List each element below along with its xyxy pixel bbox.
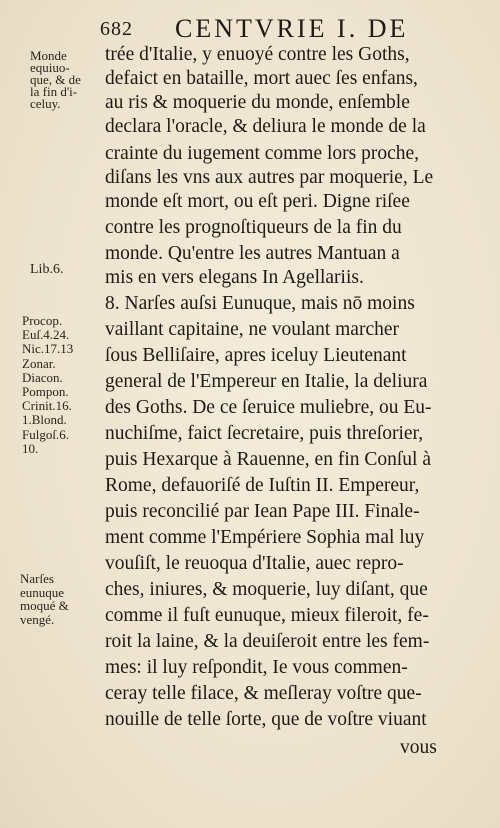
page-number: 682 — [100, 18, 133, 40]
text-line: Rome, defauoriſé de Iuſtin II. Empereur, — [105, 475, 420, 496]
text-line: au ris & moquerie du monde, enſemble — [105, 92, 410, 113]
text-line: nuchiſme, faict ſecretaire, puis threſorier, — [105, 423, 424, 444]
text-line: puis Hexarque à Rauenne, en fin Conſul à — [105, 449, 431, 470]
text-line: mis en vers elegans In Agellariis. — [105, 267, 364, 288]
margin-note: Monde equiuo- que, & de la fin d'i- celuy. — [30, 48, 81, 111]
margin-note: Narſes eunuque moqué & vengé. — [20, 571, 69, 627]
text-line: trée d'Italie, y enuoyé contre les Goths, — [105, 44, 410, 65]
text-line: mes: il luy reſpondit, Ie vous commen- — [105, 657, 408, 678]
text-line: puis reconcilié par Iean Pape III. Finale- — [105, 501, 420, 522]
running-title: CENTVRIE I. DE — [175, 14, 409, 43]
text-line: ſous Belliſaire, apres iceluy Lieutenant — [105, 345, 407, 366]
text-line: crainte du iugement comme lors proche, — [105, 143, 420, 164]
text-line: diſans les vns aux autres par moquerie, Le — [105, 167, 434, 188]
text-line: monde. Qu'entre les autres Mantuan a — [105, 243, 400, 264]
text-line: ment comme l'Empériere Sophia mal luy — [105, 527, 425, 548]
text-line: des Goths. De ce ſeruice muliebre, ou Eu- — [105, 397, 432, 418]
text-line: declara l'oracle, & deliura le monde de la — [105, 116, 426, 137]
catchword: vous — [400, 737, 437, 758]
text-line: roit la laine, & la deuiſeroit entre les fem- — [105, 631, 430, 652]
text-line: defaict en bataille, mort auec ſes enfans, — [105, 68, 418, 89]
text-line: monde eſt mort, ou eſt peri. Digne riſee — [105, 191, 410, 212]
text-line: vouſiſt, le reuoqua d'Italie, auec repro- — [105, 553, 404, 574]
text-line: contre les prognoſtiqueurs de la fin du — [105, 217, 402, 238]
text-line: ceray telle filace, & meſleray voſtre que- — [105, 683, 422, 704]
text-line: 8. Narſes auſsi Eunuque, mais nō moins — [105, 293, 415, 314]
margin-note: Procop. Euſ.4.24. Nic.17.13 Zonar. Diacon. Pompon. Crinit.16. 1.Blond. Fulgoſ.6. 10. — [22, 313, 74, 456]
text-line: general de l'Empereur en Italie, la deliura — [105, 371, 428, 392]
text-line: ches, iniures, & moquerie, luy diſant, que — [105, 579, 428, 600]
margin-note: Lib.6. — [30, 262, 64, 277]
text-line: comme il fuſt eunuque, mieux fileroit, fe- — [105, 605, 429, 626]
text-line: nouille de telle ſorte, que de voſtre viuant — [105, 709, 427, 730]
text-line: vaillant capitaine, ne voulant marcher — [105, 319, 399, 340]
